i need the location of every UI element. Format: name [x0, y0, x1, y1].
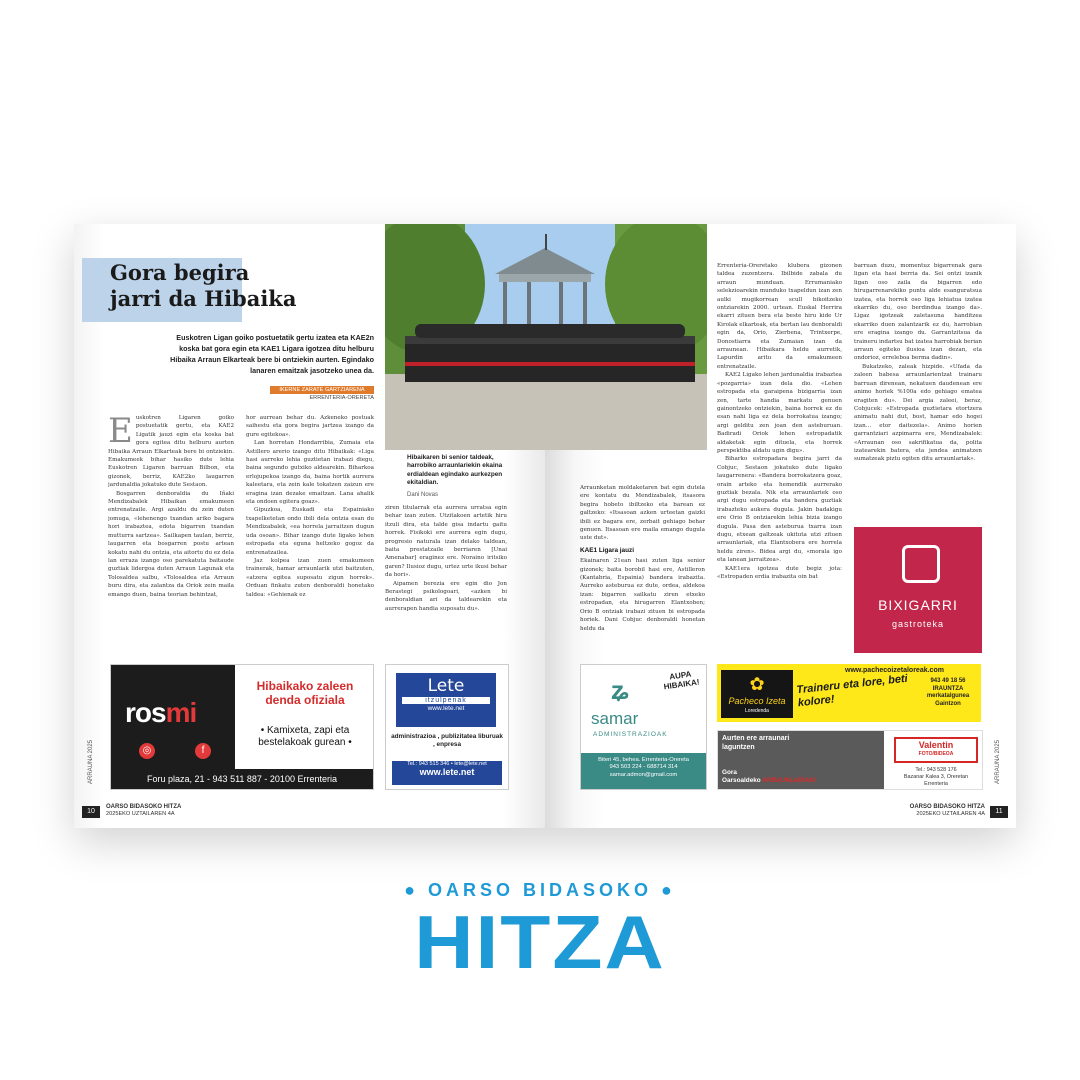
- photo-caption: Hibaikaren bi senior taldeak, harrobiko arraunlariekin ekaina erdialdean egindako aurkezpen ekitaldian.: [407, 454, 503, 487]
- samar-ad[interactable]: [580, 664, 707, 790]
- page-number-right: 11: [990, 806, 1008, 818]
- author-byline: IKERNE ZARATE GARTZIARENA: [270, 386, 374, 394]
- text-column-4: Arraunketan moldaketaren bat egin dutela ere kontatu du Mendizabalek, itsasora begira hobeto ibiltzeko eta barean ez galtzeko: «Itsasoan azken urteetan gaizki ibili ez bagara ere, zerbait gehiago behar genuen. Itsasoan ere maila emango dugula uste dut». KAE1 Ligara jauzi Ekainaren 21ean hasi zuten liga senior gizonek; baita borobil hasi ere, Astilleron (Kantabria, Espainia) bandera irabazita. Aurreko asteburua ez dute, ordea, aldekoa izan: bigarren sailkatu ziren etxeko estropadan, eta hirugarren Elantxoben; Orio B ontziak irabazi zituen bi estropada horiek. Dani Cobjuc denboraldi honetan heldu da: [580, 485, 705, 632]
- samar-logo-icon: ʑ: [611, 675, 629, 705]
- brand-logo: HITZA: [414, 900, 666, 985]
- flower-icon: ✿: [749, 674, 765, 694]
- pacheco-info: 943 49 18 56 IRAUNTZA merkatalgunea Gaintzon: [926, 678, 970, 707]
- text-column-2: hor aurrean behar du. Azkeneko postuak saihestu eta gora begira jartzea izango da gure egitekoa». Lan horretan Hondarribia, Zumaia eta Astillero arerio izango ditu Hibaikak: «Liga hasi aurreko lehia guztietan irabazi diegu, baina segundo gutxiko aldearekin. Biharkoa erlojupekoa izango da, baina hortik aurrera kaleetara, eta zein kale tokatzen zaizun ere eragina izan dezake emaitzan. Lana ahalik eta ondoen egitera goaz». Gipuzkoa, Euskadi eta Espainiako txapelketetan ondo ibili dela ontzia esan du Mendizabalek, «ea horrela jarraitzen dugun uda osoan». Bihar izango dute ligako lehen estropada eta eguna heltzeko gogoz da entrenatzailea. Jaz kolpea izan zuen emakumeen trainerak, hamar arraunlarik utzi baitzuten, «atzera egitea suposatu zigun horrek». Orduan finkatu zuten denboraldi honetako taldea: «Gehienak ez: [246, 415, 374, 598]
- pacheco-ad[interactable]: [717, 664, 981, 722]
- folio-left: OARSO BIDASOKO HITZA 2025EKO UZTAILAREN 4A: [106, 804, 182, 817]
- samar-sub: ADMINISTRAZIOAK: [593, 731, 668, 738]
- photo-credit: Dani Novas: [407, 492, 439, 498]
- byline-place: ERRENTERIA-ORERETA: [309, 395, 374, 401]
- section-label-right: ARRAUNA 2025: [995, 739, 1001, 784]
- pacheco-url: www.pachecoizetaloreak.com: [845, 667, 944, 674]
- pacheco-slogan: Traineru eta lore, beti kolore!: [795, 672, 909, 710]
- magazine-spread: [74, 224, 1016, 828]
- valentin-logo: Valentin FOTO/BIDEOA: [894, 737, 978, 763]
- rosmi-headline: Hibaikako zaleen denda ofiziala: [256, 679, 354, 707]
- lete-logo: Lete itzulpenak www.lete.net: [396, 673, 496, 727]
- bixigarri-name: BIXIGARRI: [878, 597, 958, 613]
- section-label-left: ARRAUNA 2025: [88, 739, 94, 784]
- rosmi-logo-panel: [111, 665, 235, 769]
- samar-contact: Biteri 45, behea. Errenteria-Orereta 943 503 224 - 688714 314 samar.admon@gmail.com: [581, 753, 706, 789]
- samar-name: samar: [591, 709, 639, 728]
- drop-cap: E: [108, 414, 133, 451]
- text-column-3: ziren titularrak eta aurrera urratsa egin behar izan zuten. Utzitakoen artetik hiru itzuli dira, eta talde gisa indartu gaitu horrek. Fisikoki ere aurrera egin dugu, progresio naturala izan delako taldean, baita prestatzaile berriaren [Unai Amenabar] eraginez ere. Noraino iritsiko garen? Ilusioz dugu, urtez urte ikusi behar da hori». Aipamen berezia ere egin dio Jon Berastegi psikologoari, «azken bi denboraldian ari da taldearekin eta aurrerapen handia suposatu du».: [385, 505, 507, 612]
- rosmi-logo: rosmi: [125, 697, 197, 728]
- lete-contact: Tel.: 943 515 346 • lete@lete.net www.lete.net: [392, 761, 502, 785]
- rosmi-subline: • Kamixeta, zapi eta bestelakoak gurean •: [258, 725, 352, 748]
- bixigarri-ad[interactable]: [854, 527, 982, 653]
- valentin-ad[interactable]: [717, 730, 983, 790]
- pot-icon: [902, 545, 940, 583]
- samar-logo-panel: [581, 665, 706, 753]
- lete-ad[interactable]: [385, 664, 509, 790]
- folio-right: OARSO BIDASOKO HITZA 2025EKO UZTAILAREN 4A: [909, 804, 985, 817]
- instagram-icon: ◎: [139, 743, 155, 759]
- team-photo-illustration: [385, 224, 707, 450]
- rosmi-footer: Foru plaza, 21 - 943 511 887 - 20100 Errenteria: [111, 769, 373, 789]
- brand-subtitle: ● OARSO BIDASOKO ●: [404, 880, 676, 900]
- samar-slogan: AUPA HIBAIKA!: [663, 669, 701, 692]
- lete-description: administrazioa , publizitatea liburuak , enpresa: [391, 733, 503, 748]
- subheading: KAE1 Ligara jauzi: [580, 546, 634, 554]
- valentin-photo: Aurten ere arraunari laguntzen Gora Oarsoaldeko ARRAUNLARIAK!: [718, 731, 884, 789]
- facebook-icon: f: [195, 743, 211, 759]
- page-number-left: 10: [82, 806, 100, 818]
- pacheco-logo: ✿ Pacheco Izeta Loredenda: [721, 670, 793, 718]
- article-title: Gora begira jarri da Hibaika: [110, 260, 297, 311]
- valentin-contact: Tel.: 943 528 176 Bazanar Kalea 3, Oreretan Errenteria: [903, 767, 969, 787]
- article-lede: Euskotren Ligan goiko postuetatik gertu izatea eta KAE2n koska bat gora egin eta KAE1 Ligara igotzea ditu helburu Hibaika Arraun Elkarteak bere bi ontziekin aurten. Egindako lanaren emaitzak jasotzeko unea da.: [170, 333, 374, 375]
- team-photo: [385, 224, 707, 450]
- text-column-6: barruan duzu, momentuz bigarrenak gara ligan eta hasi berria da. Sei ontzi izanik ligan oso zaila da bigarren edo hirugarrenarekiko puntu alde esanguratsua izatea, eta horrek oso liga lehiatua izatea ekarriko du, oso berdindua izango da». Ligaz igotzeak zaletasuna handitzea ekarriko duen zalantzarik ez du, harrobian ere eragina izango du. Garrantzitsua da traineru indartsu bat izatea harrobiak berian arraun egiteko ilusioa izan dezan, eta ondorioz, erreleboa berma dadin». Bukatzeko, zaleak hizpide. «Ufada da zaleen babesa arraunlarientzat trainaru barruan direnean, nekatuen daudenean ere animo horiek %100a edo gehiago ematea eragiten du». Dei argia zaleei, beraz, Cobjucek: «Estropada guztietara etortzera animatu nahi dut, bost, hamar edo hogei izan… etor daitezela». Animo horien garrantziari azpimarra ere, Mendizabalek: «Arraunan oso sakrifikatua da, polita izatearekin batera, eta jendea animatzen sumatzeak piztu egiten ditu arraunlariak».: [854, 263, 982, 463]
- text-column-1: Euskotren Ligaren goiko postuetatik gertu, eta KAE2 Ligatik jauzi egin eta koska bat gora egitea ditu helburu aurten Hibaika Arraun Elkarteak bere bi ontziekin. Emakumeek bihar hasiko dute lehia Euskotren Ligaren barruan Bilbon, eta gizonek, berriz, KAE2ko laugarren jardunaldia jokatuko dute Sestaon. Bosgarren denboraldia du Iñaki Mendizabalek Hibaikan emakumeen entrenatzaile. Argi azaldu du zein duten jomuga, «lehenengo txandan ariko bagara hori irabaztea, edota bigarren txandan mutturra sartzea». Sailkapen taulan, berriz, laugarren eta bosgarren postu artean kokatu nahi du ontzia, eta aitortu du ez dela lan erraza izango oso parekatuta baitaude guztiak lidergoa duten Arraun Lagunak eta Tolosaldea salbu, «Tolosaldea eta Arraun buru dira, eta zalantza da Oriok zein maila emango duen, baina teorian behintzat,: [108, 414, 234, 598]
- rosmi-ad[interactable]: [110, 664, 374, 790]
- bixigarri-sub: gastroteka: [891, 619, 945, 629]
- text-column-5: Errenteria-Oreretako klubera gizonen taldea zuzentzera. Ibilbide zabala du arraun munduan. Errumaniako selekzioarekin munduko txapeldun izan zen aulki mugikorrean scull bikoitzeko ontziarekin 2000. urtean. Euskal Herrira ekarri zituen bera eta beste hiru kide Ur Kirolak elkarteak, eta bertan lau denboraldi egin da, Orio, Zierbena, Trintxerpe, Donostiarra eta Zumaian izan da arraunean. Hibaikara heldu aurretik, Lapurdin aritu da emakumeen entrenatzaile. KAE2 Ligako lehen jardunaldia irabaztea «pozgarria» izan dela dio. «Lehen estropada eta garaipena bizigarria izan zen, tarte handia markatu genuen gainontzeko ontziekin, baina horrek ez du esan nahi liga ez dela borrokatua izango; argi gelditu zen joan den asteburuan. Badiradi Oriok lehen estropadatik aldaketak egin dituela, eta horrek perspektiba aldatu ugin digu». Biharko estropadara begira jarri da Cobjuc, Sestaon jokatuko dute ligako laugarrenera: «Bandera borrokatzera goaz, orain arteko eta hemendik aurrerako guztiak bezala. Nik eta arraunlariek oso argi dugu estropada eta bandera guztiak irabazteko aukera dugula. Jakin badakigu ere Orio B ontziarekin lehia bizia izango dugula. Pasa den asteburua txarra izan dugu, etxean galtzeak ukituta utzi zituen arraunlariak, eta Elantxobera ere horrela heldu ziren». Bidea argi du, «morala igo eta lanean jarraitzea». KAE1era igotzea dute begiz jota: «Estropaden erdia irabazita oin bat: [717, 263, 842, 581]
